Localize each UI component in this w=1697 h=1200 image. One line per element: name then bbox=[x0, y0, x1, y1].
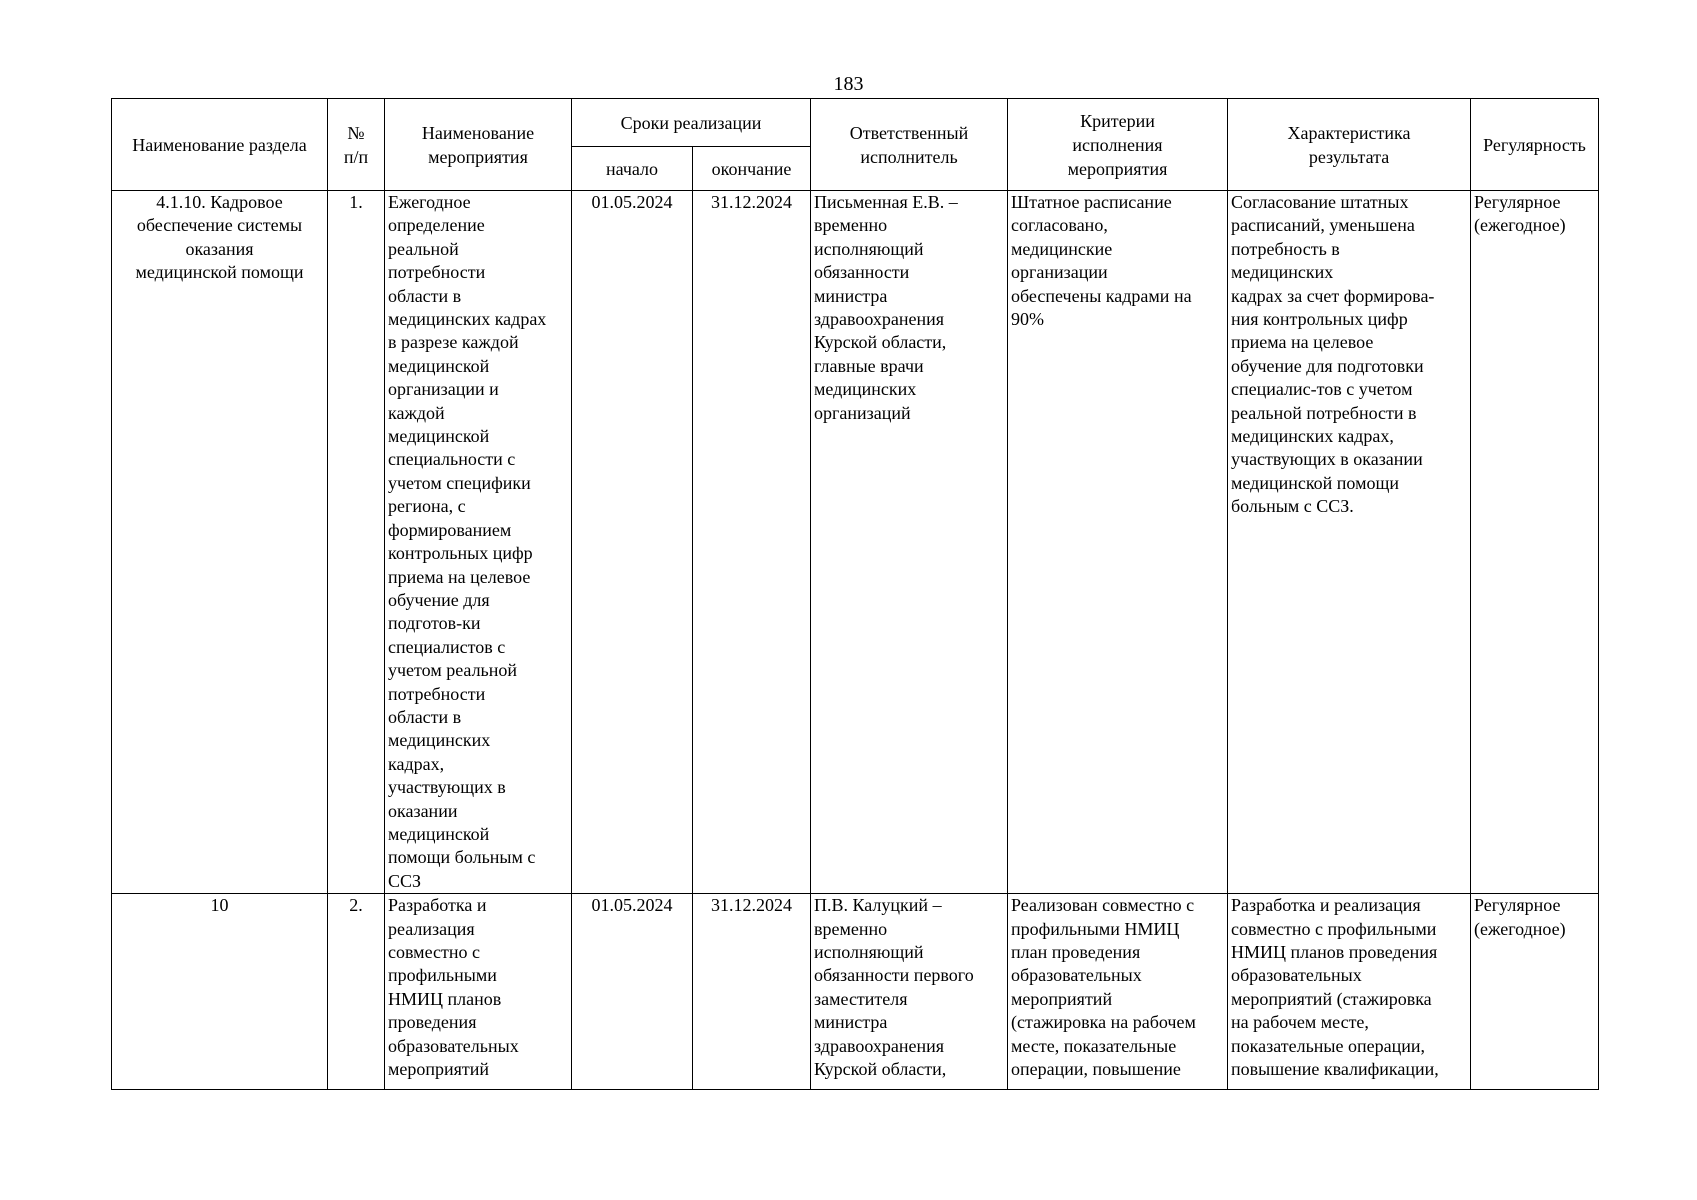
result-cell: Разработка и реализация совместно с профильными НМИЦ планов проведения образовательных мероприятий (стажировка на рабочем месте, показательные операции, повышение квалификации, bbox=[1228, 894, 1471, 1090]
regularity-cell: Регулярное (ежегодное) bbox=[1471, 191, 1599, 894]
table-row bbox=[112, 894, 1599, 1090]
section-cell: 10 bbox=[112, 894, 328, 1090]
table-row bbox=[112, 191, 1599, 894]
section-cell: 4.1.10. Кадровое обеспечение системы оказания медицинской помощи bbox=[112, 191, 328, 894]
header-section: Наименование раздела bbox=[112, 99, 328, 191]
criteria-cell: Реализован совместно с профильными НМИЦ план проведения образовательных мероприятий (стажировка на рабочем месте, показательные операции, повышение bbox=[1008, 894, 1228, 1090]
number-cell: 2. bbox=[328, 894, 385, 1090]
responsible-cell: П.В. Калуцкий – временно исполняющий обязанности первого заместителя министра здравоохранения Курской области, bbox=[811, 894, 1008, 1090]
header-regularity: Регулярность bbox=[1471, 99, 1599, 191]
end-date-cell: 31.12.2024 bbox=[693, 191, 811, 894]
start-date-cell: 01.05.2024 bbox=[572, 894, 693, 1090]
header-criteria: Критерии исполнения мероприятия bbox=[1008, 99, 1228, 191]
header-responsible: Ответственный исполнитель bbox=[811, 99, 1008, 191]
regularity-cell: Регулярное (ежегодное) bbox=[1471, 894, 1599, 1090]
header-activity: Наименование мероприятия bbox=[385, 99, 572, 191]
header-end: окончание bbox=[693, 147, 811, 191]
page-number: 183 bbox=[833, 73, 864, 95]
header-result: Характеристика результата bbox=[1228, 99, 1471, 191]
result-cell: Согласование штатных расписаний, уменьшена потребность в медицинских кадрах за счет формирова- ния контрольных цифр приема на целевое обучение для подготовки специалис-тов с учетом реальной потребности в медицинских кадрах, участвующих в оказании медицинской помощи больным с ССЗ. bbox=[1228, 191, 1471, 894]
header-start: начало bbox=[572, 147, 693, 191]
start-date-cell: 01.05.2024 bbox=[572, 191, 693, 894]
criteria-cell: Штатное расписание согласовано, медицинские организации обеспечены кадрами на 90% bbox=[1008, 191, 1228, 894]
responsible-cell: Письменная Е.В. – временно исполняющий обязанности министра здравоохранения Курской области, главные врачи медицинских организаций bbox=[811, 191, 1008, 894]
number-cell: 1. bbox=[328, 191, 385, 894]
header-row bbox=[112, 99, 1599, 147]
activities-table bbox=[111, 98, 1599, 1090]
activity-cell: Разработка и реализация совместно с профильными НМИЦ планов проведения образовательных мероприятий bbox=[385, 894, 572, 1090]
header-number: № п/п bbox=[328, 99, 385, 191]
activity-cell: Ежегодное определение реальной потребности области в медицинских кадрах в разрезе каждой медицинской организации и каждой медицинской специальности с учетом специфики региона, с формированием контрольных цифр приема на целевое обучение для подготов-ки специалистов с учетом реальной потребности области в медицинских кадрах, участвующих в оказании медицинской помощи больным с ССЗ bbox=[385, 191, 572, 894]
end-date-cell: 31.12.2024 bbox=[693, 894, 811, 1090]
header-terms: Сроки реализации bbox=[572, 99, 811, 147]
